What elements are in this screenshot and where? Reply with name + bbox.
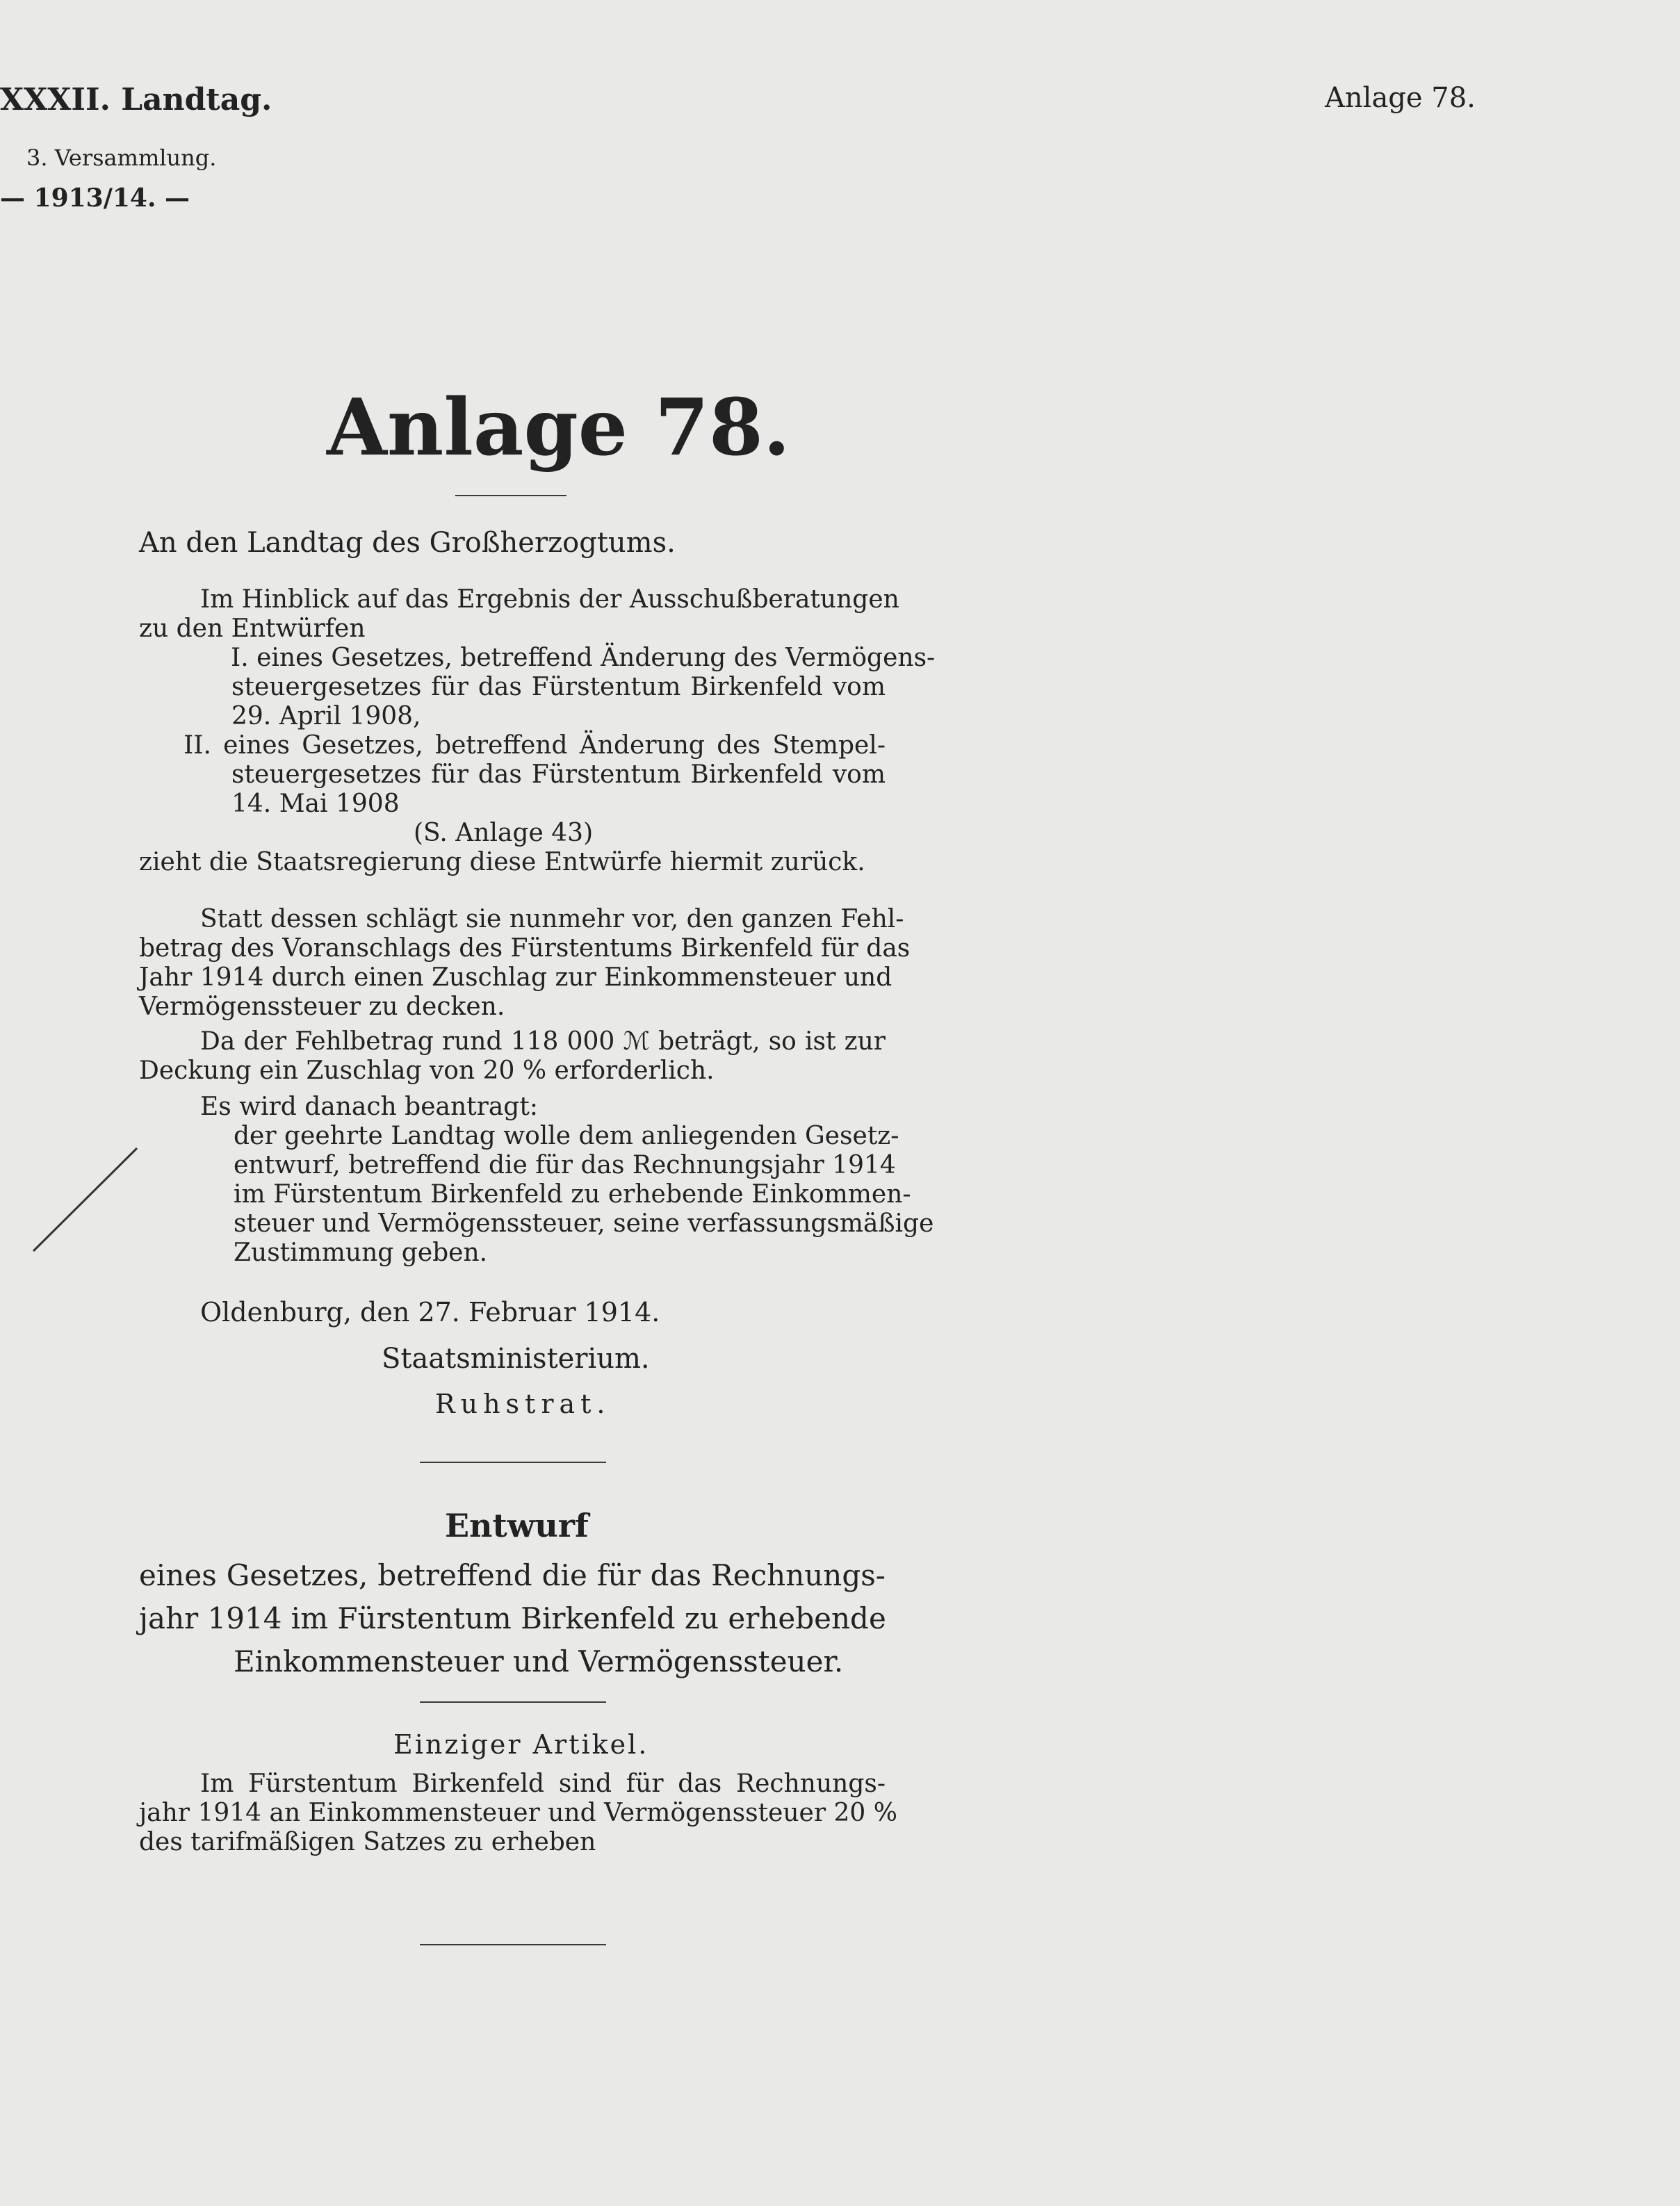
place-date: Oldenburg, den 27. Februar 1914. [200,1297,660,1327]
article-line-1: Im Fürstentum Birkenfeld sind für das Rechnungs- [200,1770,886,1798]
header-session: — 1913/14. — [0,183,190,213]
motion-line-1: der geehrte Landtag wolle dem anliegenden Gesetz- [234,1122,899,1150]
draft-heading: Entwurf [445,1507,589,1544]
draft-subtitle-3: Einkommensteuer und Vermögenssteuer. [234,1644,844,1678]
p3-line-2: Deckung ein Zuschlag von 20 % erforderlich. [139,1056,715,1085]
reference-line: (S. Anlage 43) [414,819,594,847]
header-versammlung: 3. Versammlung. [26,145,217,171]
signature: Ruhstrat. [435,1389,611,1419]
item1-line-1: I. eines Gesetzes, betreffend Änderung des Vermögens- [231,644,936,672]
header-page-label: Anlage 78. [1325,82,1476,114]
pencil-mark [28,1140,146,1258]
intro-line-1: Im Hinblick auf das Ergebnis der Ausschußberatungen [200,585,899,614]
item2-line-2: steuergesetzes für das Fürstentum Birkenfeld vom [231,760,886,789]
p2-line-4: Vermögenssteuer zu decken. [139,992,505,1021]
intro-block [139,585,936,877]
draft-subtitle-1: eines Gesetzes, betreffend die für das Rechnungs- [139,1558,886,1592]
p2-line-2: betrag des Voranschlags des Fürstentums Birkenfeld für das [139,934,911,963]
intro-line-2: zu den Entwürfen [139,614,366,643]
item2-line-3: 14. Mai 1908 [231,790,400,818]
item2-line-1: II. eines Gesetzes, betreffend Änderung des Stempel- [184,731,886,760]
page-title: Anlage 78. [327,382,790,473]
p4-line: Es wird danach beantragt: [200,1093,538,1121]
item1-line-2: steuergesetzes für das Fürstentum Birkenfeld vom [231,673,886,701]
divider-3 [420,1944,606,1945]
p2-line-3: Jahr 1914 durch einen Zuschlag zur Einkommensteuer und [139,963,892,992]
item1-line-3: 29. April 1908, [231,702,421,730]
draft-subtitle [139,1554,886,1683]
motion-line-3: im Fürstentum Birkenfeld zu erhebende Einkommen- [234,1180,911,1209]
p2-line-1: Statt dessen schlägt sie nunmehr vor, den ganzen Fehl- [200,905,904,933]
title-rule [455,495,566,496]
paragraph-2 [139,905,911,1022]
motion-line-2: entwurf, betreffend die für das Rechnungsjahr 1914 [234,1151,896,1179]
divider-1 [420,1462,606,1463]
paragraph-3 [139,1027,886,1086]
divider-2 [420,1701,606,1703]
article-body [139,1770,897,1857]
motion-line-5: Zustimmung geben. [234,1239,488,1267]
article-line-2: jahr 1914 an Einkommensteuer und Vermögenssteuer 20 % [139,1799,897,1827]
motion-line-4: steuer und Vermögenssteuer, seine verfassungsmäßige [234,1209,934,1238]
p3-line-1: Da der Fehlbetrag rund 118 000 ℳ beträgt, so ist zur [200,1027,886,1056]
draft-subtitle-2: jahr 1914 im Fürstentum Birkenfeld zu erhebende [139,1601,886,1635]
ministry: Staatsministerium. [382,1343,650,1375]
header-landtag: XXXII. Landtag. [0,82,272,117]
paragraph-4 [139,1093,934,1268]
article-line-3: des tarifmäßigen Satzes zu erheben [139,1828,596,1856]
withdraw-line: zieht die Staatsregierung diese Entwürfe hiermit zurück. [139,848,865,876]
article-heading: Einziger Artikel. [393,1729,649,1760]
address-line: An den Landtag des Großherzogtums. [139,527,676,559]
